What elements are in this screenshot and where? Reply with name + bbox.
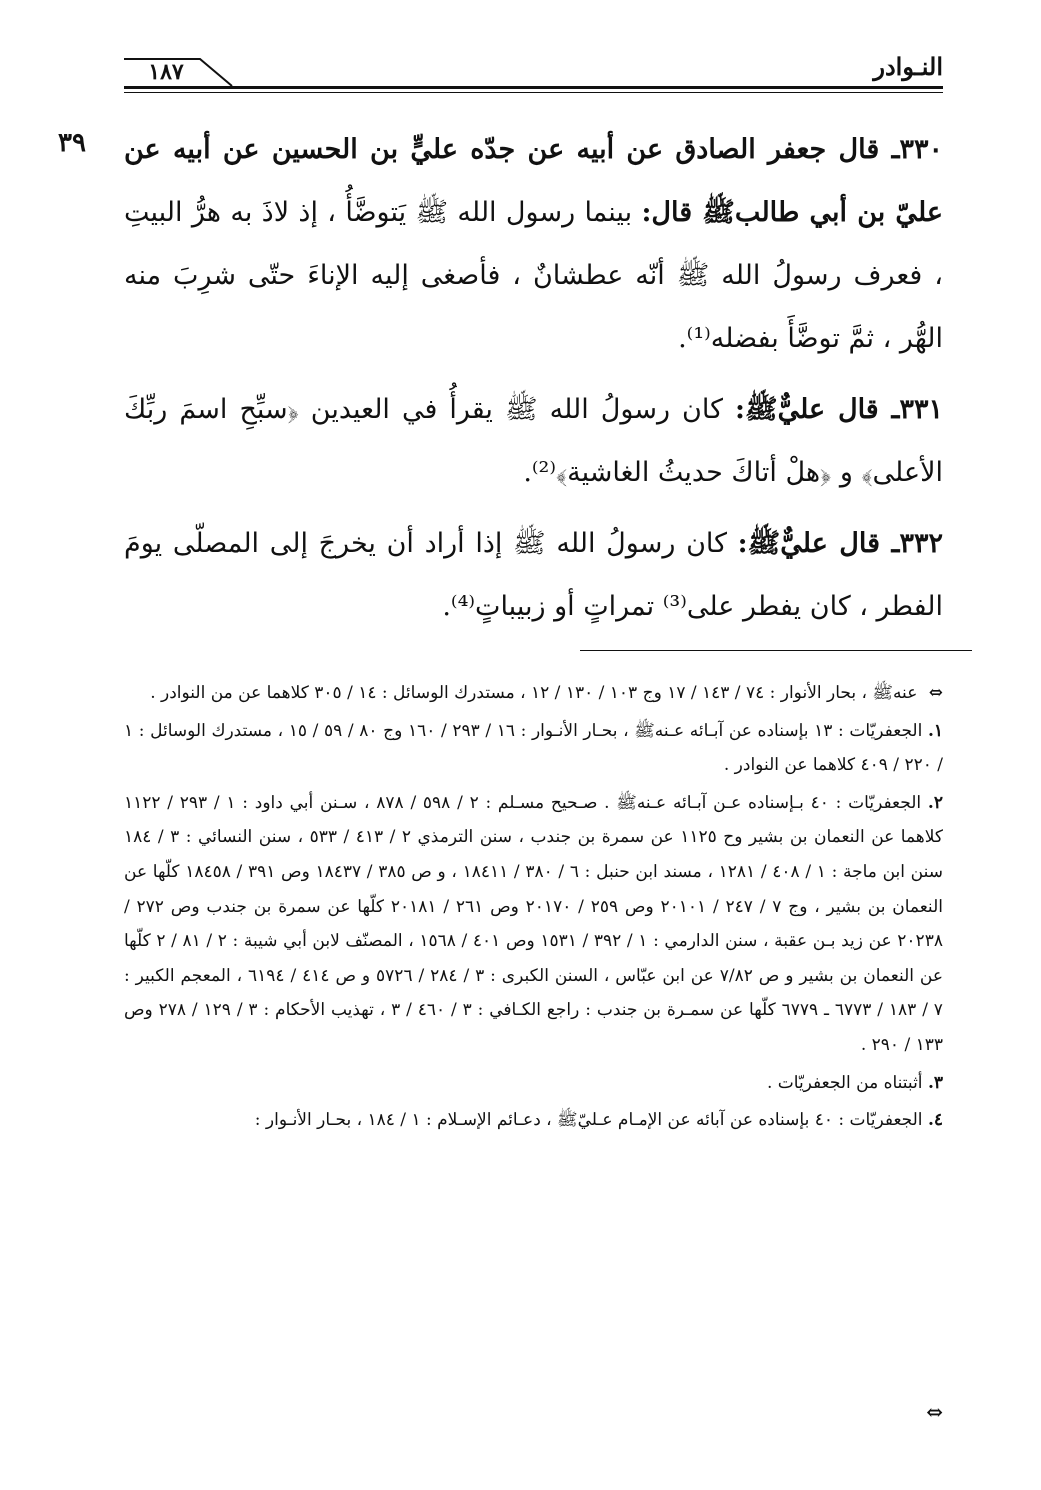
page-number: ١٨٧ <box>148 59 184 85</box>
footnote-number: ٢. <box>927 792 943 813</box>
footnote-number: ٣. <box>927 1072 943 1093</box>
hadith-body: كان رسولُ الله ﷺ إذا أراد أن يخرجَ إلى المصلّى يومَ الفطر ، كان يفطر على⁽³⁾ تمراتٍ أو زبيباتٍ⁽⁴⁾. <box>124 528 943 622</box>
footnote-continuation <box>124 676 943 711</box>
hadith-paragraph <box>124 118 943 370</box>
running-title: النـوادر <box>873 52 943 81</box>
side-number: ٣٩ <box>58 128 86 158</box>
footnote <box>124 714 943 783</box>
header-rule-thin <box>124 92 943 93</box>
hadith-paragraph <box>124 378 943 504</box>
hadith-lead: ٣٣٠ـ قال جعفر الصادق عن أبيه عن جدّه عليٍّ بن الحسين عن أبيه عن عليّ بن أبي طالبﷺ قال: <box>124 134 943 228</box>
footnote-text: عنهﷺ ، بحار الأنوار : ٧٤ / ١٤٣ / ١٧ وج ١٠٣ / ١٣٠ / ١٢ ، مستدرك الوسائل : ١٤ / ٣٠٥ كلاهما عن من النوادر . <box>150 683 918 703</box>
footnote-text: أثبتناه من الجعفريّات . <box>766 1072 923 1093</box>
hadith-paragraph <box>124 512 943 638</box>
footnote <box>124 786 943 1063</box>
footnote-number: ١. <box>927 720 944 741</box>
footnote <box>124 1066 943 1101</box>
continuation-end-mark: ⇔ <box>926 1400 943 1424</box>
hadith-lead: ٣٣٢ـ قال عليٌّﷺ: <box>737 528 943 559</box>
continuation-mark: ⇔ <box>928 683 943 703</box>
footnote-number: ٤. <box>927 1110 943 1131</box>
header-rule-thick <box>124 86 943 89</box>
footnote <box>124 1103 943 1138</box>
footnote-text: الجعفريّات : ١٣ بإسناده عن آبـائه عـنهﷺ ، بحـار الأنـوار : ١٦ / ٢٩٣ / ١٦٠ وج ٨٠ / ٥٩ / ١٥ ، مستدرك الوسائل : ١ / ٢٢٠ / ٤٠٩ كلاهما عن النوادر . <box>124 720 943 776</box>
hadith-body: بينما رسول الله ﷺ يَتوضَّأُ ، إذ لاذَ به هرُّ البيتِ ، فعرف رسولُ الله ﷺ أنّه عطشانٌ ، فأصغى إليه الإناءَ حتّى شرِبَ منه الهُّر ، ثمَّ توضَّأَ بفضله⁽¹⁾. <box>124 197 943 354</box>
hadith-lead: ٣٣١ـ قال عليٌّﷺ: <box>734 394 943 425</box>
footnote-text: الجعفريّات : ٤٠ بإسناده عن آبائه عن الإمـام عـليّﷺ ، دعـائم الإسـلام : ١ / ١٨٤ ، بحـار الأنـوار : <box>254 1110 923 1131</box>
hadith-body: كان رسولُ الله ﷺ يقرأُ في العيدين ﴿سبِّحِ اسمَ ربِّكَ الأعلى﴾ و ﴿هلْ أتاكَ حديثُ الغاشية﴾⁽²⁾. <box>124 394 943 488</box>
footnote-text: الجعفريّات : ٤٠ بـإسناده عـن آبـائه عـنهﷺ . صـحيح مسـلم : ٢ / ٥٩٨ / ٨٧٨ ، سـنن أبي داود : ١ / ٢٩٣ / ١١٢٢ كلاهما عن النعمان بن بشير وح ١١٢٥ عن سمرة بن جندب ، سنن الترمذي ٢ / ٤١٣ / ٥٣٣ ، سنن النسائي : ٣ / ١٨٤ سنن ابن ماجة : ١ / ٤٠٨ / ١٢٨١ ، مسند ابن حنبل : ٦ / ٣٨٠ / ١٨٤١١ ، و ص ٣٨٥ / ١٨٤٣٧ وص ٣٩١ / ١٨٤٥٨ كلّها عن النعمان بن بشير ، وج ٧ / ٢٤٧ / ٢٠١٠١ وص ٢٥٩ / ٢٠١٧٠ وص ٢٦١ / ٢٠١٨١ كلّها عن سمرة بن جندب وص ٢٧٢ / ٢٠٢٣٨ عن زيد بـن عقبة ، سنن الدارمي : ١ / ٣٩٢ / ١٥٣١ وص ٤٠١ / ١٥٦٨ ، المصنّف لابن أبي شيبة : ٢ / ٨١ / ٢ كلّها عن النعمان بن بشير و ص ٧/٨٢ عن ابن عبّاس ، السنن الكبرى : ٣ / ٢٨٤ / ٥٧٢٦ و ص ٤١٤ / ٦١٩٤ ، المعجم الكبير : ٧ / ١٨٣ / ٦٧٧٣ ـ ٦٧٧٩ كلّها عن سمـرة بن جندب : راجع الكـافي : ٣ / ٤٦٠ / ٣ ، تهذيب الأحكام : ٣ / ١٢٩ / ٢٧٨ وص ١٣٣ / ٢٩٠ . <box>124 792 943 1055</box>
footnote-separator <box>580 650 972 651</box>
footnotes <box>124 676 943 1141</box>
main-text <box>124 118 943 646</box>
page-number-box <box>124 58 236 86</box>
